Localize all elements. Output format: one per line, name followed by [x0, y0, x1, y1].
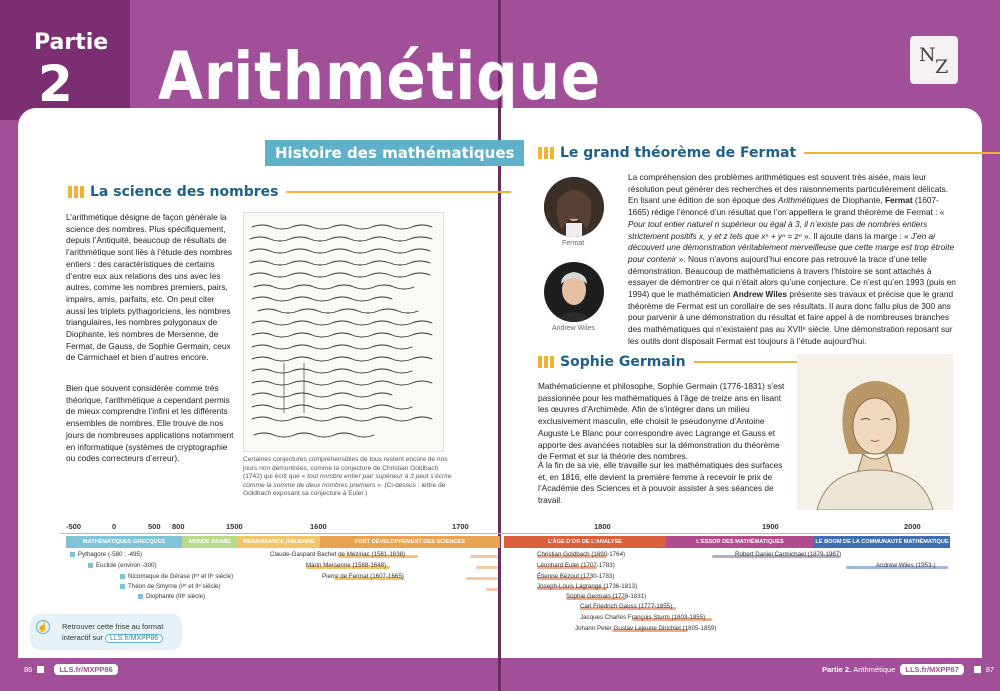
fermat-italic-theorem: Pour tout entier naturel n supérieur ou égal à 3, il n’existe pas de nombres entiers strictement positifs x, y et z tels que xⁿ + yⁿ = zⁿ — [628, 218, 928, 241]
germain-paragraph-1: Mathématicienne et philosophe, Sophie Germain (1776-1831) s’est passionnée pour les mathématiques à l’âge de treize ans en lisant les œuvres d’Archimède. Afin de s’intégrer dans un milieu exclusivement masculin, elle choisit le pseudonyme d’Antoine Auguste Le Blanc pour correspondre avec Lagrange et Gauss et apporte des avancées notables sur la démonstration du théorème de Fermat et sur la théorie des nombres. — [538, 381, 785, 462]
person-name: Euclide — [96, 562, 117, 569]
footer-right — [822, 664, 994, 675]
square-marker-icon — [138, 594, 143, 599]
timeline-year: 1700 — [452, 522, 469, 531]
science-paragraph-1: L’arithmétique désigne de façon générale la science des nombres. Plus spécifiquement, depuis l’Antiquité, beaucoup de résultats de l’arithmétique sont liés à l’étude des nombres entiers : des caractéristiques de certains d’entre eux aux relations des uns avec les autres, comme les nombres premiers, pairs, impairs, amis, parfaits, etc. On peut citer aussi les triplets pythagoriciens, les nombres triangulaires, les nombres polygonaux de Diophante, les nombres de Mersenne, de Fermat, de Gauss, de Sophie Germain, ceux de Carmichael et bien d’autres encore. — [66, 212, 233, 363]
timeline-axis — [60, 533, 950, 534]
fermat-paragraph — [628, 172, 958, 348]
person-name: Pythagore — [78, 551, 107, 558]
person-name: Jacques Charles François Sturm — [580, 614, 670, 621]
heading-bars-icon — [538, 356, 554, 368]
timeline-person — [120, 583, 220, 591]
person-dates: (1690-1764) — [591, 551, 626, 558]
timeline-person — [580, 603, 672, 611]
manuscript-handwriting — [244, 213, 444, 452]
footer-part-title: Arithmétique — [853, 665, 896, 674]
person-name: Johann Peter Gustav Lejeune Dirichlet — [575, 625, 681, 632]
timeline-person — [876, 562, 936, 570]
fermat-text-5: ». Nous n’avons aujourd’hui encore pas retrouvé la trace d’une telle démonstration. Beaucoup de mathématiciens à travers l’histoire se sont attachés à essayer de démontrer ce qui n’était alors qu’une conjecture. Ce n’est qu’en 1993 (puis en 1994) que le mathématicien — [628, 253, 956, 300]
timeline-person — [537, 562, 615, 570]
person-name: Léonhard Euler — [537, 562, 580, 569]
fermat-text-6: présente ses travaux et précise que le grand théorème de Fermat est un corollaire de ses résultats. Il aura donc fallu plus de 300 ans pour parvenir à une démonstration du résultat et faire appel à de nombreuses branches des mathématiques qui n’existaient pas au XVIIᵉ siècle. Une démonstration reposant sur les outils dont disposait Fermat est toujours à l’étude aujourd’hui. — [628, 289, 954, 346]
interactive-timeline-box — [30, 614, 182, 650]
person-dates: (1581-1638) — [371, 551, 406, 558]
lifespan-bar — [476, 566, 498, 569]
person-dates: (1953-) — [915, 562, 936, 569]
era-essor: L’ESSOR DES MATHÉMATIQUES — [666, 536, 814, 548]
caption-italic: tout nombre entier pair supérieur à 3 peut s’écrire comme la somme de deux nombres premiers — [243, 473, 452, 489]
person-dates: (Iᵉʳ et IIᵉ siècle) — [178, 583, 221, 590]
heading-fermat-text: Le grand théorème de Fermat — [560, 145, 797, 161]
page-number-left: 86 — [24, 665, 33, 674]
heading-bars-icon — [68, 186, 84, 198]
heading-rule — [286, 191, 511, 193]
person-dates: (1730-1783) — [580, 573, 615, 580]
heading-science — [68, 184, 511, 200]
timeline-person — [580, 614, 705, 622]
timeline-person — [88, 562, 157, 570]
person-name: Robert Daniel Carmichael — [735, 551, 806, 558]
timeline-person — [537, 573, 614, 581]
timeline-year: -500 — [66, 522, 82, 531]
germain-paragraph-2: À la fin de sa vie, elle travaille sur les mathématiques des surfaces et, en 1816, elle devient la première femme à recevoir le prix de l’Académie des Sciences et à pouvoir assister à ses séances de travail. — [538, 460, 783, 506]
logo-z: Z — [935, 56, 949, 78]
fermat-bold-name: Fermat — [884, 195, 913, 206]
square-marker-icon — [88, 563, 93, 568]
left-margin — [0, 120, 18, 660]
timeline-year: 800 — [172, 522, 185, 531]
person-dates: (1879-1967) — [807, 551, 842, 558]
wiles-bold-name: Andrew Wiles — [732, 289, 788, 300]
timeline-year: 1800 — [594, 522, 611, 531]
person-name: Diophante — [146, 593, 175, 600]
person-name: Carl Friedrich Gauss — [580, 603, 637, 610]
fermat-portrait-drawing — [544, 177, 604, 237]
person-dates: (1736-1813) — [603, 583, 638, 590]
timeline-person — [138, 593, 205, 601]
page-number-right: 87 — [985, 665, 995, 674]
interactive-line-1: Retrouver cette frise au format — [62, 622, 164, 631]
person-dates: (1776-1831) — [612, 593, 647, 600]
lifespan-bar — [470, 555, 498, 558]
timeline-person — [575, 625, 716, 633]
era-boom: LE BOOM DE LA COMMUNAUTÉ MATHÉMATIQUE — [814, 536, 950, 548]
person-dates: (environ -300) — [118, 562, 157, 569]
person-name: Andrew Wiles — [876, 562, 914, 569]
timeline-year: 1500 — [226, 522, 243, 531]
heading-rule — [804, 152, 1000, 154]
heading-germain-text: Sophie Germain — [560, 354, 686, 370]
wiles-portrait — [544, 262, 604, 322]
fermat-text-2: de Diophante, — [828, 195, 885, 206]
person-dates: (Iᵉʳ et IIᵉ siècle) — [191, 573, 234, 580]
fermat-portrait — [544, 177, 604, 237]
person-dates: (IIIᵉ siècle) — [175, 593, 206, 600]
fermat-italic-1: Arithmétiques — [777, 195, 829, 206]
person-dates: (1707-1783) — [581, 562, 615, 569]
timeline-person — [566, 593, 646, 601]
footer-left — [24, 664, 123, 675]
caption-part-b: ». (Ci-dessus : lettre de Goldbach exposant sa conjecture à Euler.) — [243, 481, 446, 498]
right-margin — [982, 120, 1000, 660]
fermat-text-1: La compréhension des problèmes arithmétiques est souvent très aisée, mais leur résolution peut générer des recherches et des raisonnements particulièrement délicats. En lisant une édition de son époque des — [628, 172, 949, 206]
footer-link-left[interactable]: LLS.fr/MXPP86 — [54, 664, 117, 675]
interactive-line-2-text: interactif sur — [62, 633, 103, 642]
square-marker-icon — [70, 552, 75, 557]
logo-n: N — [919, 44, 936, 66]
timeline-person — [70, 551, 142, 559]
timeline-person — [306, 562, 386, 570]
science-paragraph-2: Bien que souvent considérée comme très théorique, l’arithmétique a cependant permis de mieux comprendre l’infini et les différents ensembles de nombres. Elle trouve de nos jours de nombreuses applications notamment en informatique (systèmes de cryptographie ou codes correcteurs d’erreur). — [66, 383, 234, 464]
timeline-person — [120, 573, 233, 581]
timeline-year: 1900 — [762, 522, 779, 531]
interactive-line-2 — [62, 633, 163, 643]
heading-science-text: La science des nombres — [90, 184, 279, 200]
footer-square-icon — [37, 666, 44, 673]
partie-number: 2 — [38, 55, 73, 113]
person-name: Claude-Gaspard Bachet de Méziriac — [270, 551, 370, 558]
person-name: Joseph-Louis Lagrange — [537, 583, 602, 590]
timeline-person — [270, 551, 405, 559]
interactive-link[interactable]: LLS.fr/MXPP86 — [105, 634, 163, 643]
timeline-person — [537, 551, 625, 559]
person-name: Sophie Germain — [566, 593, 611, 600]
footer-square-icon — [974, 666, 981, 673]
person-dates: (1588-1648) — [352, 562, 387, 569]
square-marker-icon — [120, 574, 125, 579]
goldbach-caption — [243, 456, 453, 499]
section-tab: Histoire des mathématiques — [265, 140, 524, 166]
timeline-person — [537, 583, 637, 591]
goldbach-letter-image — [243, 212, 444, 452]
timeline-person — [322, 573, 404, 581]
timeline-year: 2000 — [904, 522, 921, 531]
footer-link-right[interactable]: LLS.fr/MXPP87 — [900, 664, 963, 675]
person-dates: (1777-1855) — [638, 603, 673, 610]
fermat-text-4: ». Il ajoute dans la marge : « — [801, 230, 912, 241]
footer-part-label: Partie 2. — [822, 665, 852, 674]
person-name: Pierre de Fermat — [322, 573, 369, 580]
wiles-portrait-drawing — [544, 262, 604, 322]
caption-part-a: Certaines conjectures compréhensibles de tous restent encore de nos jours non démontrées, comme la conjecture de Christian Goldbach (1742) qui écrit que « — [243, 456, 448, 481]
person-dates: (-580 ; -495) — [107, 551, 142, 558]
fermat-text-3: (1607-1665) rédige l’énoncé d’un résultat que l’on appellera le grand théorème de Fermat : « — [628, 195, 945, 218]
timeline-person — [735, 551, 841, 559]
sophie-germain-bust-image — [797, 354, 953, 510]
fermat-italic-margin: J’en ai découvert une démonstration véritablement merveilleuse que cette marge est trop étroite pour contenir — [628, 230, 955, 264]
era-greek: MATHÉMATIQUES GRECQUES — [66, 536, 182, 548]
touch-hand-icon: ☝ — [37, 622, 49, 632]
person-name: Christian Goldbach — [537, 551, 590, 558]
era-arab: MONDE ARABE — [182, 536, 238, 548]
person-name: Marin Mersenne — [306, 562, 351, 569]
square-marker-icon — [120, 584, 125, 589]
heading-fermat — [538, 145, 1000, 161]
nz-logo-icon — [910, 36, 958, 84]
timeline-year: 500 — [148, 522, 161, 531]
wiles-caption: Andrew Wiles — [552, 325, 595, 332]
heading-germain — [538, 354, 824, 370]
lifespan-bar — [466, 577, 498, 580]
era-science: FORT DÉVELOPPEMENT DES SCIENCES — [320, 536, 500, 548]
page-title: Arithmétique — [158, 38, 602, 115]
lifespan-bar — [486, 588, 498, 591]
germain-bust-drawing — [797, 354, 953, 510]
timeline-year: 1600 — [310, 522, 327, 531]
fermat-caption: Fermat — [562, 240, 585, 247]
person-dates: (1803-1855) — [671, 614, 706, 621]
person-name: Étienne Bézout — [537, 573, 579, 580]
person-dates: (1805-1859) — [682, 625, 717, 632]
person-name: Théon de Smyrne — [128, 583, 178, 590]
partie-label: Partie — [34, 30, 109, 55]
era-renaissance: RENAISSANCE ITALIENNE — [238, 536, 320, 548]
heading-bars-icon — [538, 147, 554, 159]
era-analysis: L’ÂGE D’OR DE L’ANALYSE — [504, 536, 666, 548]
timeline-year: 0 — [112, 522, 117, 531]
person-dates: (1607-1665) — [370, 573, 404, 580]
person-name: Nicomaque de Gérase — [128, 573, 190, 580]
